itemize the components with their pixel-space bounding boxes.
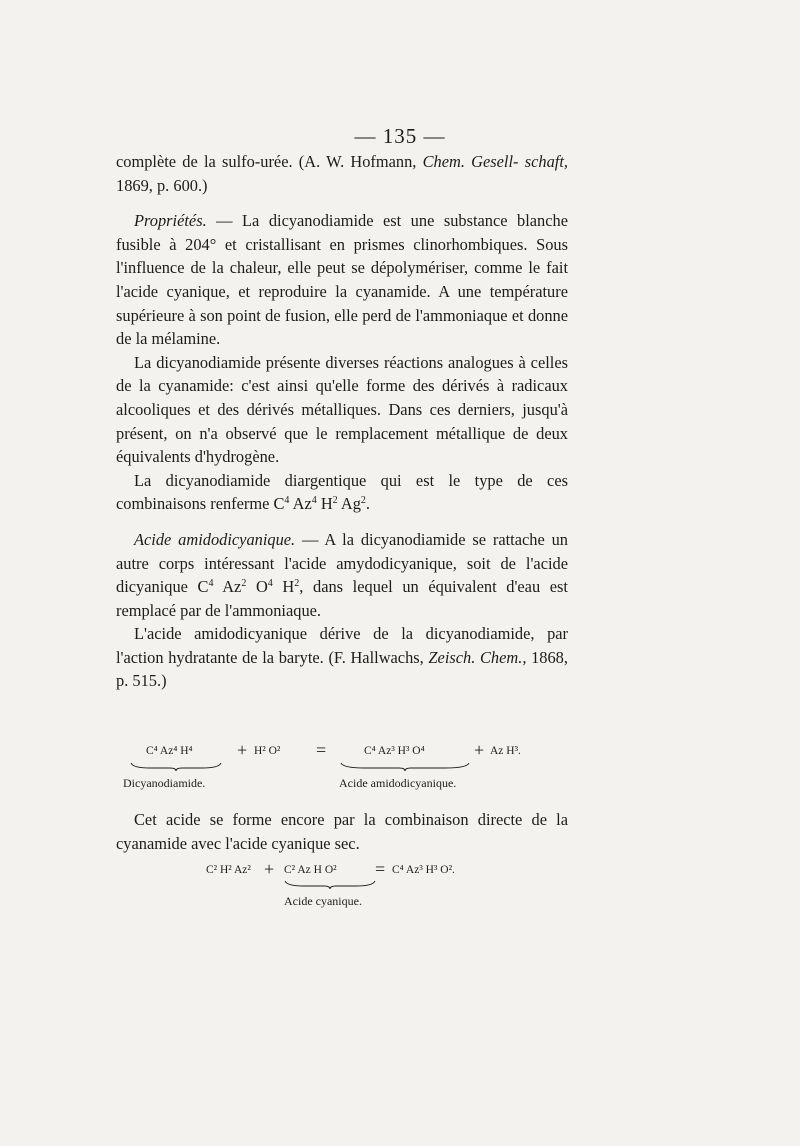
text-run: — La dicyanodiamide est une substance blanche fusible à 204° et cristallisant en prismes clinorhombiques. Sous l'influence de la chaleur, elle peut se dépolymériser, comme le fait l'acide cyanique, et reproduire la cyanamide. A une température supérieure à son point de fusion, elle perd de l'ammoniaque et donne de la mélamine. <box>116 211 568 349</box>
eq2-term-cyanic-acid: C² Az H O² <box>284 864 337 876</box>
text-run: dans lequel un équivalent d'eau est remplacé par de l'ammoniaque. <box>116 577 568 620</box>
text-run: L'acide amidodicyanique dérive de la dicyanodiamide, par l'action hydratante de la baryte. (F. Hallwachs, <box>116 624 568 667</box>
paragraph-diargentique <box>116 469 568 516</box>
formula-part: H <box>316 494 333 514</box>
eq1-term-water: H² O² <box>254 745 281 757</box>
text-run: La dicyanodiamide diargentique qui est le type de ces combinaisons renferme C <box>116 470 568 514</box>
formula-part: . <box>365 494 371 514</box>
formula-part: Ag <box>337 494 361 514</box>
eq1-equals: = <box>316 740 327 760</box>
eq1-plus: + <box>237 740 248 760</box>
section-heading: Acide amidodicyanique. <box>134 529 296 549</box>
eq1-term-acid: C⁴ Az³ H³ O⁴ <box>364 745 425 757</box>
eq1-plus-2: + <box>474 740 485 760</box>
eq1-label-acid: Acide amidodicyanique. <box>339 776 457 790</box>
text-run: 1868, p. 515.) <box>116 647 568 691</box>
eq1-term-dicyanodiamide: C⁴ Az⁴ H⁴ <box>146 745 193 757</box>
body-text-2 <box>116 808 568 855</box>
eq1-label-dicyanodiamide: Dicyanodiamide. <box>123 776 206 790</box>
section-heading: Propriétés. <box>134 211 207 231</box>
text-run: complète de la sulfo-urée. (A. W. Hofmann, <box>116 152 423 171</box>
eq2-equals: = <box>375 859 386 879</box>
eq2-label-cyanic-acid: Acide cyanique. <box>284 894 362 908</box>
paragraph-formation: Cet acide se forme encore par la combinaison directe de la cyanamide avec l'acide cyanique sec. <box>116 810 568 853</box>
journal-title: Chem. Gesell- <box>422 152 519 171</box>
brace-icon <box>284 880 376 890</box>
brace-icon <box>340 762 470 772</box>
brace-icon <box>130 762 222 772</box>
paragraph-reactions: La dicyanodiamide présente diverses réactions analogues à celles de la cyanamide: c'est ainsi qu'elle forme des dérivés à radicaux alcooliques et des dérivés métalliques. Dans ces derniers, jusqu'à présent, on n'a observé que le remplacement métallique de deux équivalents d'hydrogène. <box>116 352 568 467</box>
journal-title: schaft, <box>524 152 568 171</box>
formula-part: Az <box>289 494 312 514</box>
body-text <box>116 150 568 693</box>
paragraph-hallwachs <box>116 622 568 693</box>
paragraph-amidodicyanique: Acide amidodicyanique. — A la dicyanodiamide se rattache un autre corps intéressant l'acide amydodicyanique, soit de l'acide dicyanique $C^4$ Az$^2$ $O^4$ $H^2$, dans lequel un équivalent d'eau est remplacé par de l'ammoniaque. <box>116 529 568 620</box>
text-run: — A la dicyanodiamide se rattache un autre corps intéressant l'acide amydodicyanique, soit de l'acide dicyanique C <box>116 529 568 597</box>
superscript: 4 <box>284 495 290 507</box>
paragraph-properties <box>116 209 568 351</box>
eq1-term-ammonia: Az H³. <box>490 745 521 757</box>
eq2-plus: + <box>264 859 275 879</box>
journal-title: Zeisch. Chem., <box>428 647 527 667</box>
eq2-term-product: C⁴ Az³ H³ O². <box>392 864 455 876</box>
superscript: 2 <box>332 495 338 507</box>
page-number: — 135 — <box>354 124 446 148</box>
paragraph-reference <box>116 150 568 197</box>
eq2-term-cyanamide: C² H² Az² <box>206 864 251 876</box>
superscript: 2 <box>360 495 366 507</box>
text-run: 1869, p. 600.) <box>116 175 208 195</box>
superscript: 4 <box>311 495 317 507</box>
